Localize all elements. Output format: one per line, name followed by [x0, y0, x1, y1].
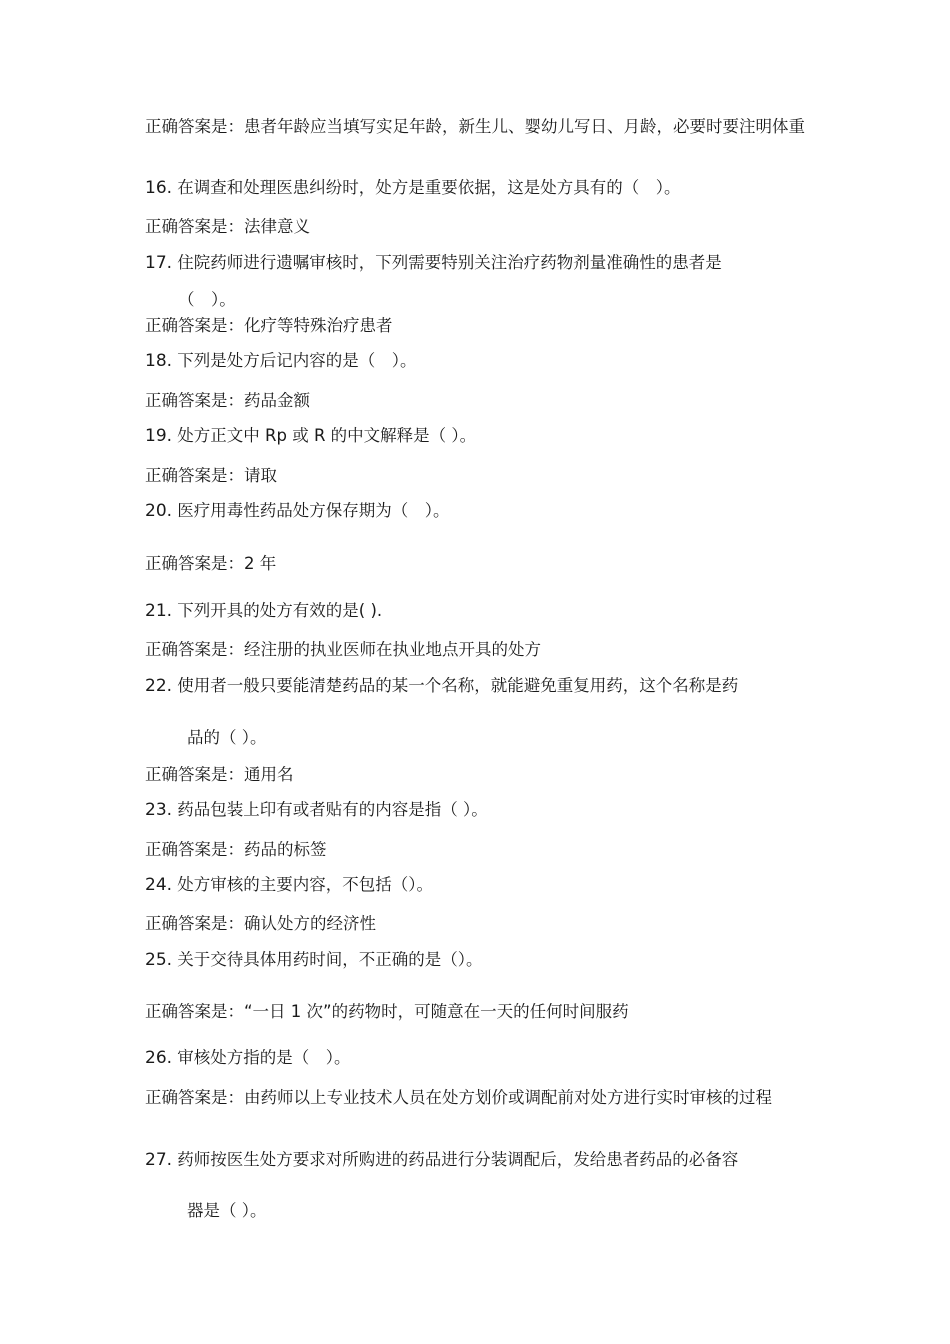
question-text: 下列是处方后记内容的是（ ）。 — [177, 351, 417, 370]
question-22-continuation: 品的（ ）。 — [187, 728, 267, 747]
question-text: 在调查和处理医患纠纷时，处方是重要依据，这是处方具有的（ ）。 — [177, 178, 681, 197]
question-text: 审核处方指的是（ ）。 — [177, 1048, 351, 1067]
answer-17: 正确答案是：化疗等特殊治疗患者 — [145, 316, 393, 335]
question-text: 药品包装上印有或者贴有的内容是指（ ）。 — [177, 800, 488, 819]
question-22 — [145, 673, 815, 699]
answer-15: 正确答案是：患者年龄应当填写实足年龄，新生儿、婴幼儿写日、月龄，必要时要注明体重 — [145, 117, 805, 136]
question-number: 19. — [145, 426, 173, 446]
question-number: 18. — [145, 351, 173, 371]
question-25 — [145, 947, 815, 973]
question-26 — [145, 1045, 815, 1071]
answer-25: 正确答案是：“一日 1 次”的药物时，可随意在一天的任何时间服药 — [145, 1002, 629, 1021]
question-text: 处方正文中 Rp 或 R 的中文解释是（ ）。 — [177, 426, 477, 445]
question-number: 26. — [145, 1048, 173, 1068]
question-number: 27. — [145, 1150, 173, 1170]
question-20 — [145, 498, 815, 524]
question-21 — [145, 598, 815, 624]
answer-16: 正确答案是：法律意义 — [145, 217, 310, 236]
answer-19: 正确答案是：请取 — [145, 466, 277, 485]
question-18 — [145, 348, 815, 374]
question-number: 24. — [145, 875, 173, 895]
answer-26: 正确答案是：由药师以上专业技术人员在处方划价或调配前对处方进行实时审核的过程 — [145, 1088, 772, 1107]
question-24 — [145, 872, 815, 898]
question-text: 处方审核的主要内容，不包括（）。 — [177, 875, 434, 894]
answer-21: 正确答案是：经注册的执业医师在执业地点开具的处方 — [145, 640, 541, 659]
question-text: 下列开具的处方有效的是( ). — [177, 601, 383, 620]
question-number: 16. — [145, 178, 173, 198]
question-23 — [145, 797, 815, 823]
question-text: 关于交待具体用药时间，不正确的是（）。 — [177, 950, 483, 969]
answer-24: 正确答案是：确认处方的经济性 — [145, 914, 376, 933]
question-19 — [145, 423, 815, 449]
question-17-continuation: （ ）。 — [178, 290, 236, 309]
question-number: 22. — [145, 676, 173, 696]
answer-22: 正确答案是：通用名 — [145, 765, 294, 784]
question-number: 23. — [145, 800, 173, 820]
question-17 — [145, 250, 815, 276]
question-text: 药师按医生处方要求对所购进的药品进行分装调配后，发给患者药品的必备容 — [177, 1150, 739, 1169]
question-number: 21. — [145, 601, 173, 621]
question-text: 医疗用毒性药品处方保存期为（ ）。 — [177, 501, 450, 520]
question-number: 17. — [145, 253, 173, 273]
question-text: 住院药师进行遗嘱审核时，下列需要特别关注治疗药物剂量准确性的患者是 — [177, 253, 722, 272]
question-16 — [145, 175, 815, 201]
question-27 — [145, 1147, 815, 1173]
question-text: 使用者一般只要能清楚药品的某一个名称，就能避免重复用药，这个名称是药 — [177, 676, 739, 695]
question-number: 25. — [145, 950, 173, 970]
question-27-continuation: 器是（ ）。 — [187, 1201, 267, 1220]
answer-18: 正确答案是：药品金额 — [145, 391, 310, 410]
answer-20: 正确答案是：2 年 — [145, 554, 277, 573]
answer-23: 正确答案是：药品的标签 — [145, 840, 327, 859]
question-number: 20. — [145, 501, 173, 521]
